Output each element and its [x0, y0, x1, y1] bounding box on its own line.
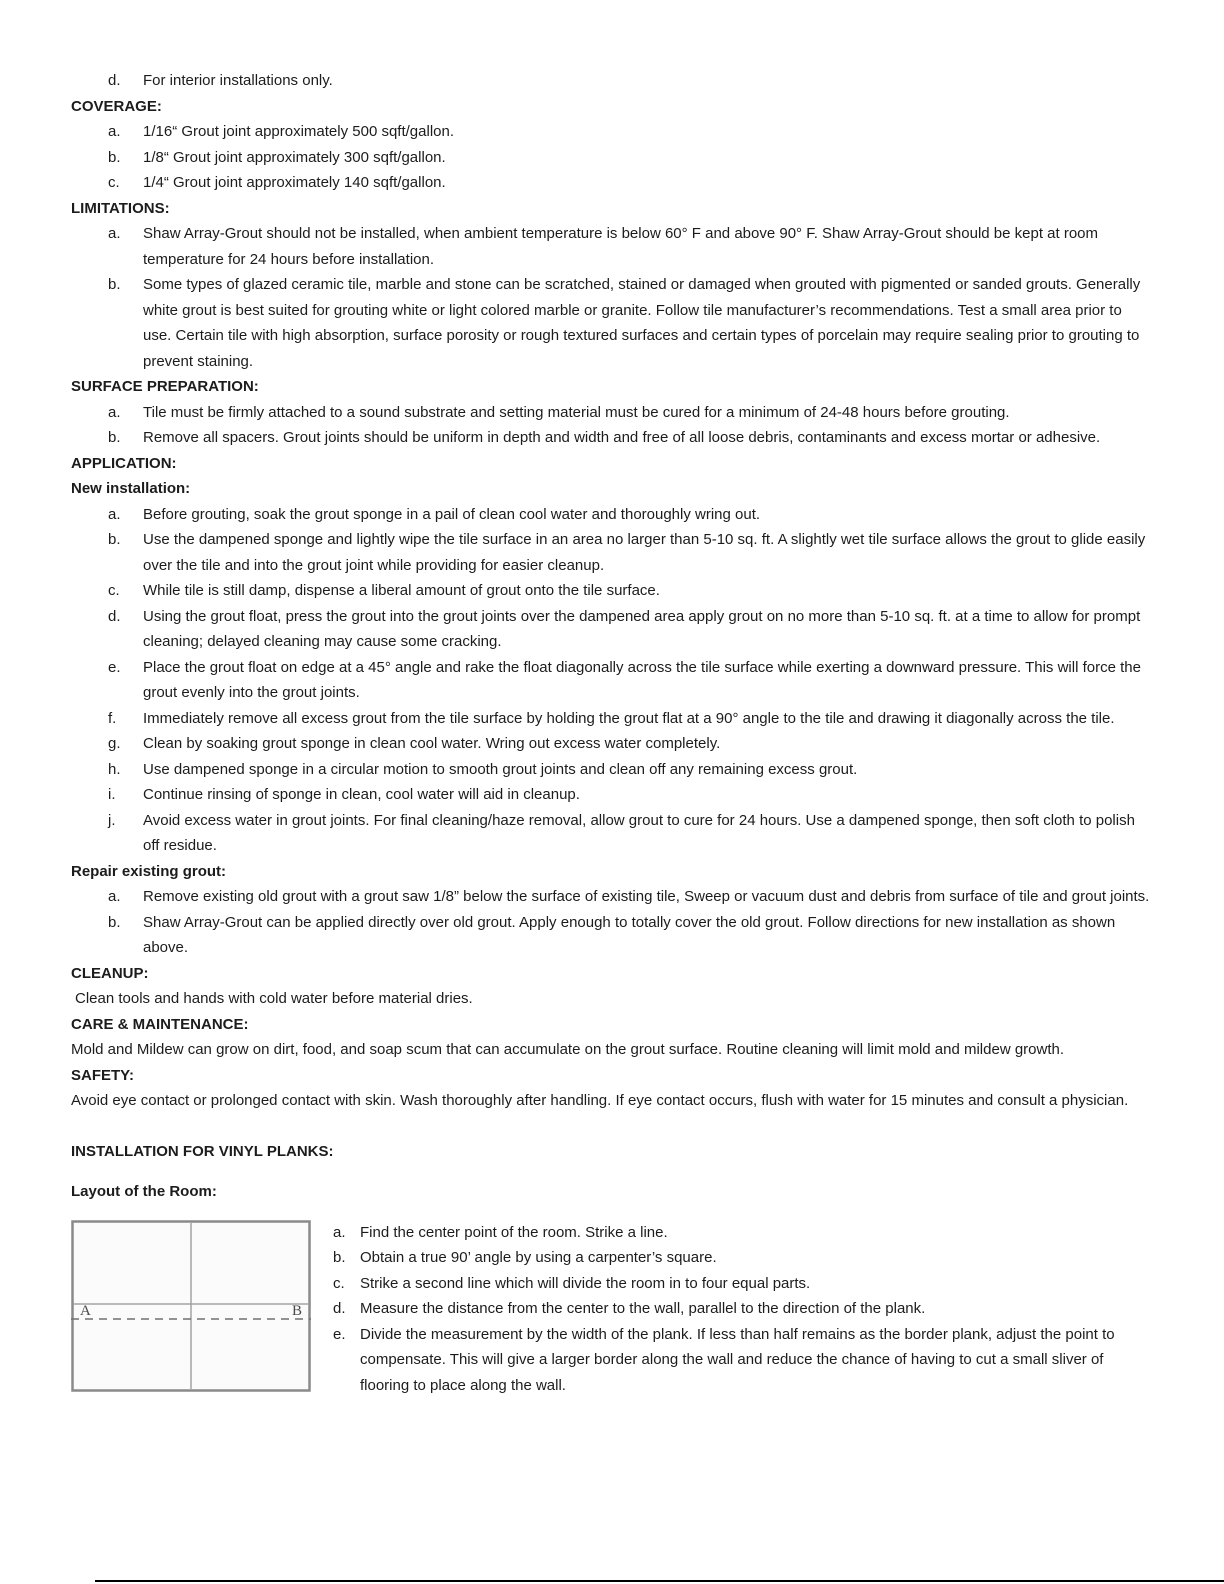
item-letter: j. — [108, 811, 116, 829]
item-text: Avoid excess water in grout joints. For final cleaning/haze removal, allow grout to cure for 24 hours. Use a dampened sponge, then soft cloth to polish off residue. — [143, 811, 1135, 854]
item-text: Use dampened sponge in a circular motion to smooth grout joints and clean off any remaining excess grout. — [143, 760, 858, 778]
item-letter: d. — [108, 72, 121, 89]
item-text: Remove all spacers. Grout joints should be uniform in depth and width and free of all loose debris, contaminants and excess mortar or adhesive. — [143, 429, 1101, 446]
item-text: 1/16“ Grout joint approximately 500 sqft/gallon. — [143, 123, 455, 140]
item-text: Tile must be firmly attached to a sound substrate and setting material must be cured for a minimum of 24-48 hours before grouting. — [143, 403, 1010, 421]
item-text: Use the dampened sponge and lightly wipe the tile surface in an area no larger than 5-10 sq. ft. A slightly wet tile surface allows the grout to glide easily over the tile and into the grout joint while providing for easier cleanup. — [143, 531, 1146, 574]
list-item — [71, 655, 1154, 706]
item-text: Some types of glazed ceramic tile, marble and stone can be scratched, stained or damaged when grouted with pigmented or sanded grouts. Generally white grout is best suited for grouting white or light colored marble or granite. Follow tile manufacturer’s recommendations. Test a small area prior to use. Certain tile with high absorption, surface porosity or rough textured surfaces and certain types of porcelain may require sealing prior to grouting to prevent staining. — [143, 276, 1141, 370]
list-item — [333, 1296, 1154, 1322]
item-text: While tile is still damp, dispense a liberal amount of grout onto the tile surface. — [143, 582, 660, 599]
item-letter: a. — [108, 888, 121, 905]
item-letter: b. — [108, 913, 121, 931]
item-text: Strike a second line which will divide the room in to four equal parts. — [360, 1274, 811, 1292]
list-item — [71, 119, 1154, 145]
item-letter: c. — [108, 174, 120, 191]
item-letter: c. — [108, 582, 120, 599]
item-text: For interior installations only. — [143, 72, 333, 89]
item-letter: d. — [333, 1300, 346, 1317]
list-item — [333, 1220, 1154, 1246]
list-item — [71, 910, 1154, 961]
section-heading-surface-preparation: SURFACE PREPARATION: — [71, 378, 259, 395]
item-letter: a. — [108, 225, 121, 242]
item-letter: e. — [333, 1325, 346, 1343]
care-maintenance-text: Mold and Mildew can grow on dirt, food, and soap scum that can accumulate on the grout surface. Routine cleaning will limit mold and mildew growth. — [71, 1041, 1065, 1058]
item-text: Shaw Array-Grout should not be installed, when ambient temperature is below 60° F and above 90° F. Shaw Array-Grout should be kept at room temperature for 24 hours before installation. — [143, 225, 1099, 268]
list-item — [333, 1271, 1154, 1297]
item-letter: a. — [108, 403, 121, 421]
item-letter: b. — [108, 429, 121, 446]
list-item — [71, 170, 1154, 196]
item-text: Obtain a true 90’ angle by using a carpenter’s square. — [360, 1249, 717, 1266]
section-heading-limitations: LIMITATIONS: — [71, 199, 170, 217]
diagram-label-a: A — [80, 1302, 91, 1319]
vinyl-steps-list — [333, 1220, 1154, 1399]
section-heading-safety: SAFETY: — [71, 1066, 135, 1084]
subheading-repair-existing-grout: Repair existing grout: — [71, 862, 227, 880]
subheading-layout-of-room: Layout of the Room: — [71, 1183, 217, 1200]
list-item — [71, 604, 1154, 655]
item-letter: b. — [108, 148, 121, 166]
item-letter: a. — [108, 123, 121, 140]
item-text: Divide the measurement by the width of the plank. If less than half remains as the border plank, adjust the point to compensate. This will give a larger border along the wall and reduce the chance of having to cut a small sliver of flooring to place along the wall. — [360, 1325, 1115, 1394]
item-text: Measure the distance from the center to the wall, parallel to the direction of the plank. — [360, 1300, 926, 1317]
item-letter: f. — [108, 709, 117, 727]
list-item — [71, 145, 1154, 171]
page-bottom-rule — [95, 1580, 1224, 1582]
item-letter: g. — [108, 735, 121, 752]
list-item — [71, 502, 1154, 528]
item-text: Immediately remove all excess grout from the tile surface by holding the grout flat at a 90° angle to the tile and drawing it diagonally across the tile. — [143, 709, 1115, 727]
list-item — [71, 731, 1154, 757]
section-heading-vinyl-planks: INSTALLATION FOR VINYL PLANKS: — [71, 1142, 334, 1160]
list-item — [71, 425, 1154, 451]
list-item — [71, 400, 1154, 426]
item-text: 1/8“ Grout joint approximately 300 sqft/gallon. — [143, 148, 446, 166]
section-heading-cleanup: CLEANUP: — [71, 964, 149, 982]
item-text: Find the center point of the room. Strike a line. — [360, 1223, 668, 1241]
list-item — [71, 527, 1154, 578]
list-item — [71, 884, 1154, 910]
item-letter: h. — [108, 760, 121, 778]
room-layout-diagram — [71, 1220, 311, 1392]
item-text: Using the grout float, press the grout into the grout joints over the dampened area apply grout on no more than 5-10 sq. ft. at a time to allow for prompt cleaning; delayed cleaning may cause some cracking. — [143, 607, 1141, 650]
list-item — [71, 782, 1154, 808]
cleanup-text: Clean tools and hands with cold water before material dries. — [75, 990, 473, 1007]
item-letter: b. — [108, 531, 121, 548]
list-item — [71, 221, 1154, 272]
list-item — [71, 757, 1154, 783]
section-heading-application: APPLICATION: — [71, 454, 177, 472]
list-item — [71, 706, 1154, 732]
item-text: Clean by soaking grout sponge in clean cool water. Wring out excess water completely. — [143, 735, 721, 752]
item-letter: a. — [108, 505, 121, 523]
item-text: 1/4“ Grout joint approximately 140 sqft/gallon. — [143, 174, 446, 191]
document-page — [71, 68, 1154, 1398]
item-text: Shaw Array-Grout can be applied directly over old grout. Apply enough to totally cover the old grout. Follow directions for new installation as shown above. — [143, 913, 1116, 956]
vinyl-layout-section — [71, 1220, 1154, 1399]
item-letter: i. — [108, 786, 116, 803]
section-heading-coverage: COVERAGE: — [71, 97, 162, 115]
item-text: Place the grout float on edge at a 45° angle and rake the float diagonally across the tile surface while exerting a downward pressure. This will force the grout evenly into the grout joints. — [143, 658, 1141, 701]
item-letter: b. — [333, 1249, 346, 1266]
section-heading-care-maintenance: CARE & MAINTENANCE: — [71, 1015, 249, 1033]
diagram-label-b: B — [292, 1302, 303, 1319]
subheading-new-installation: New installation: — [71, 480, 191, 497]
safety-text: Avoid eye contact or prolonged contact with skin. Wash thoroughly after handling. If eye contact occurs, flush with water for 15 minutes and consult a physician. — [71, 1092, 1129, 1109]
item-letter: d. — [108, 607, 121, 625]
item-letter: b. — [108, 276, 121, 293]
item-text: Before grouting, soak the grout sponge in a pail of clean cool water and thoroughly wring out. — [143, 505, 761, 523]
room-layout-svg — [71, 1220, 311, 1392]
item-letter: e. — [108, 658, 121, 676]
item-letter: a. — [333, 1223, 346, 1241]
item-text: Continue rinsing of sponge in clean, cool water will aid in cleanup. — [143, 786, 580, 803]
item-text: Remove existing old grout with a grout saw 1/8” below the surface of existing tile, Sweep or vacuum dust and debris from surface of tile and grout joints. — [143, 888, 1150, 905]
item-letter: c. — [333, 1274, 345, 1292]
list-item — [71, 808, 1154, 859]
list-item — [333, 1322, 1154, 1399]
list-item — [333, 1245, 1154, 1271]
list-item — [71, 272, 1154, 374]
list-item — [71, 68, 1154, 94]
list-item — [71, 578, 1154, 604]
